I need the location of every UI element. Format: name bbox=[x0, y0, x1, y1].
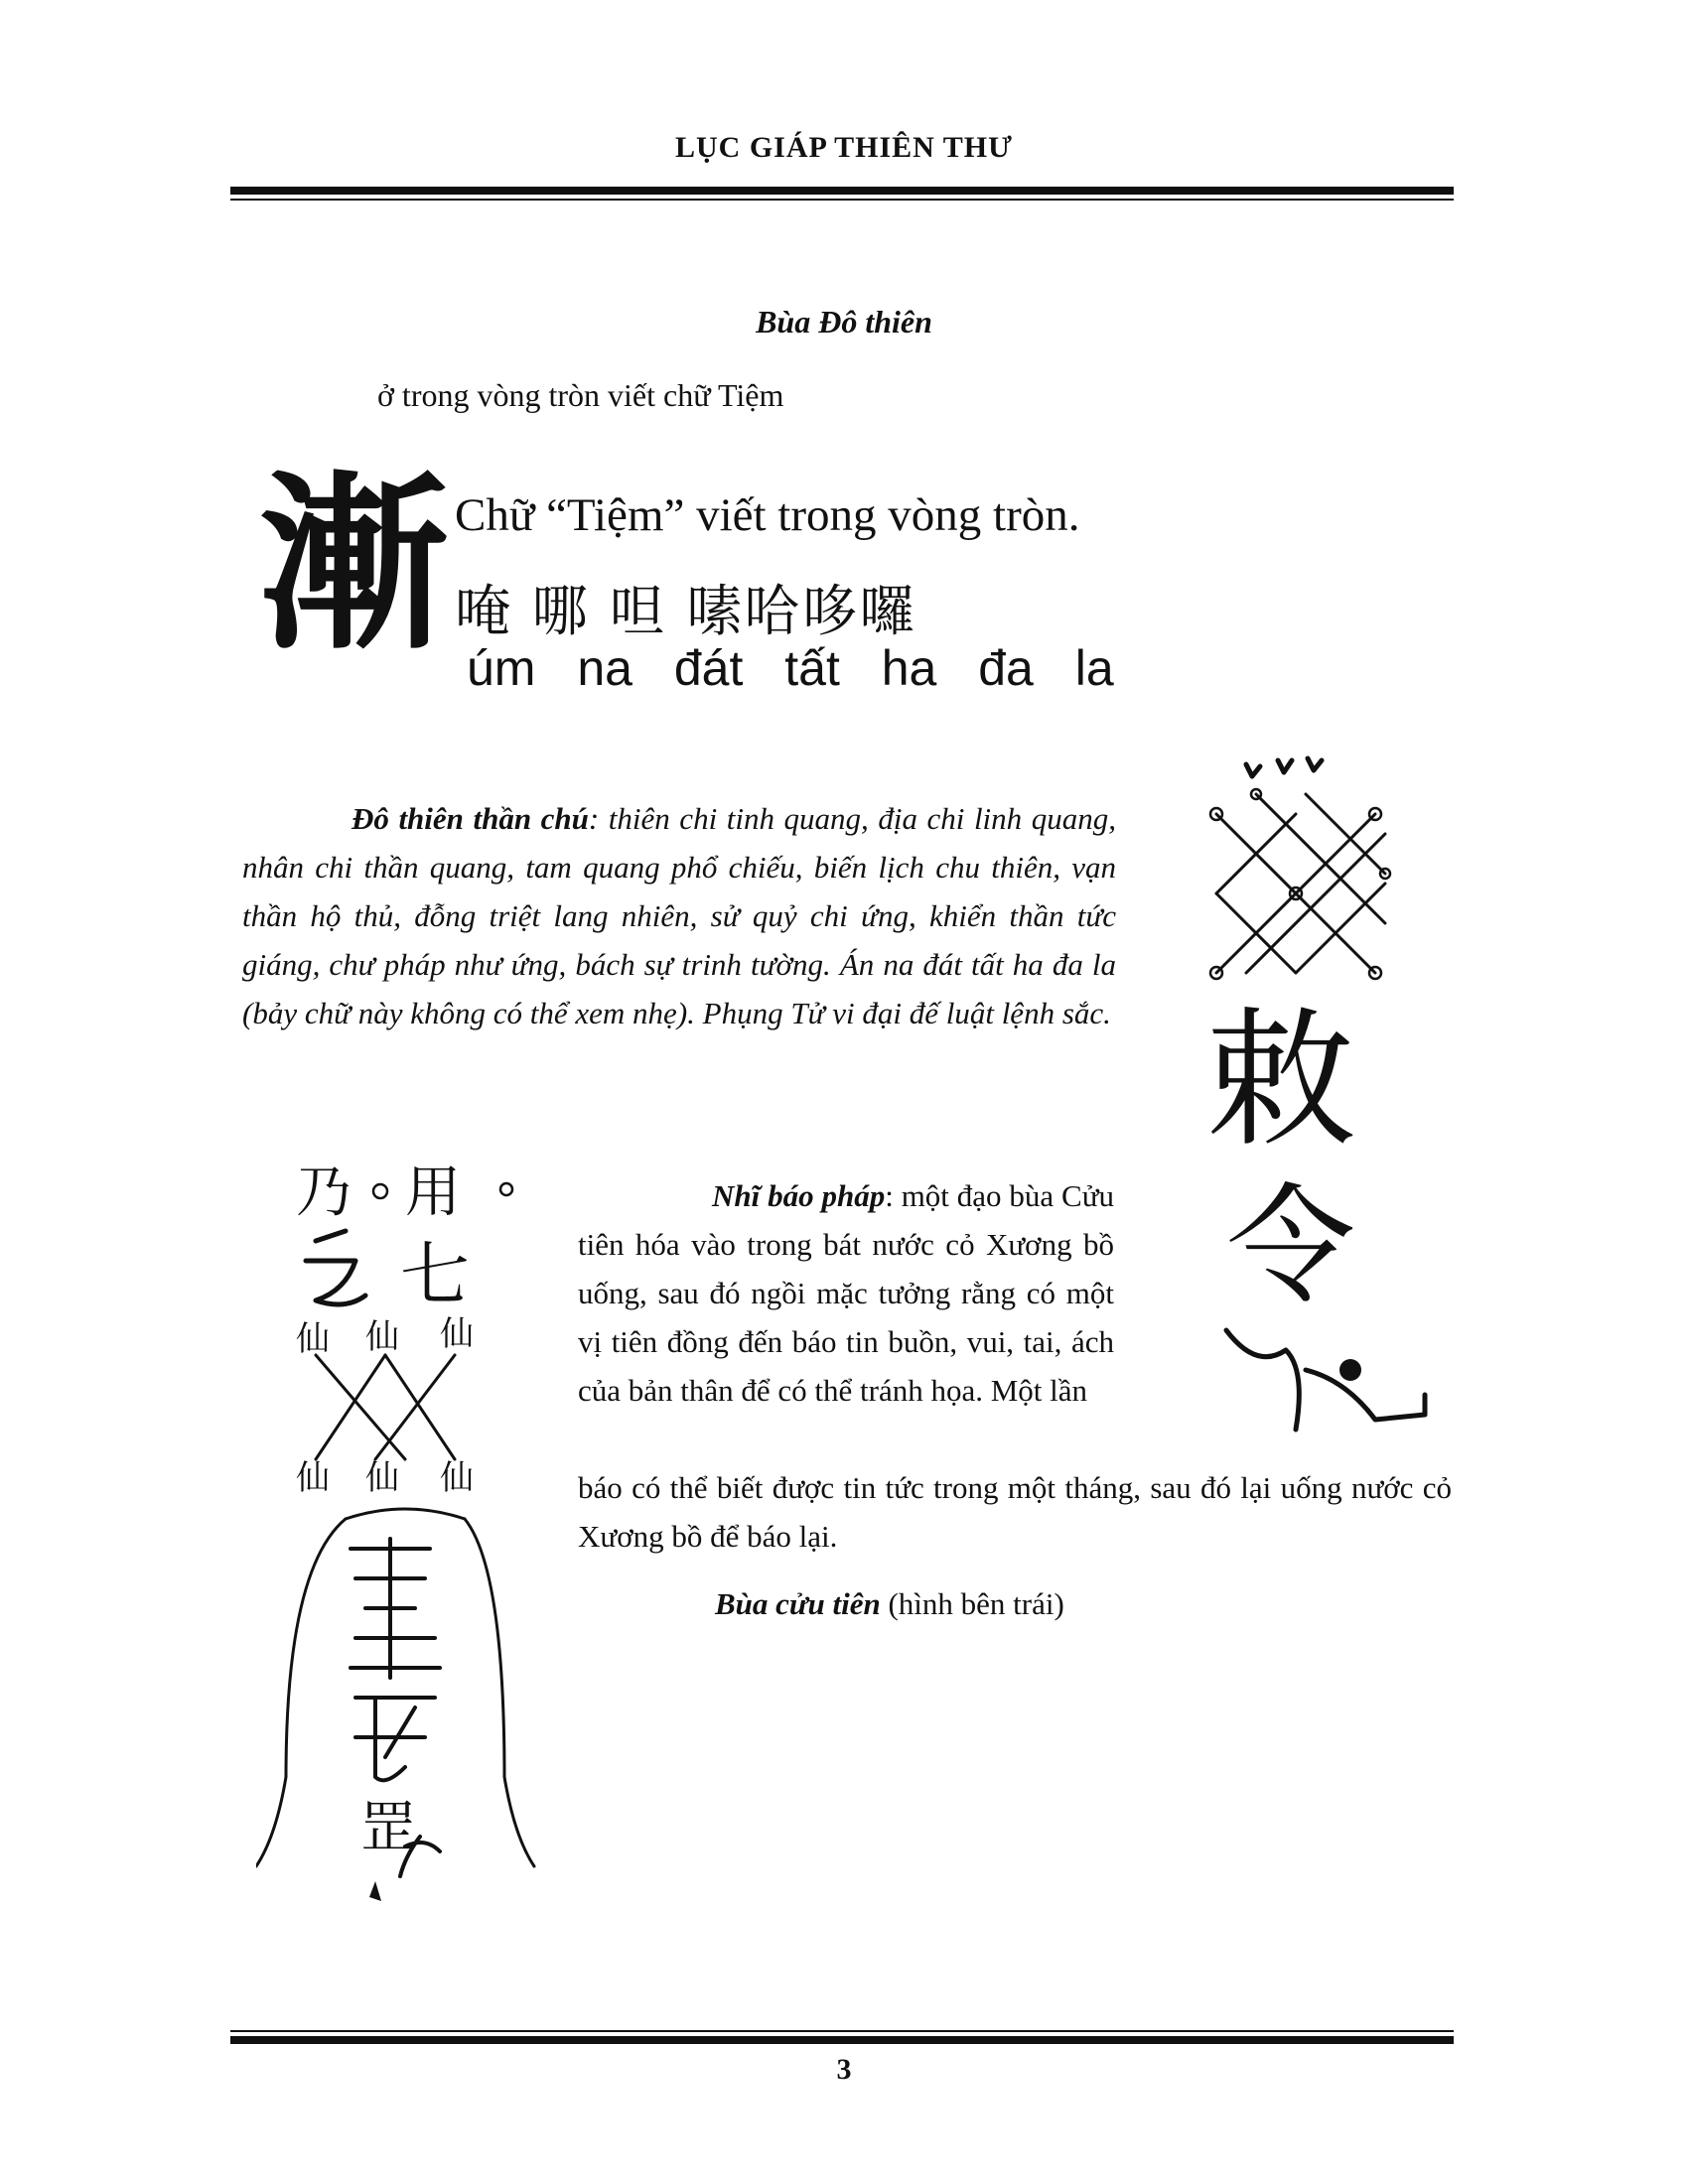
paragraph-lead: Nhĩ báo pháp bbox=[712, 1178, 886, 1213]
left-talisman-char: 七 bbox=[400, 1234, 470, 1315]
paragraph-body: : một đạo bùa Cửu tiên hóa vào trong bát nước cỏ Xương bồ uống, sau đó ngồi mặc tưởng rằng có một vị tiên đồng đến báo tin buồn, vui, tai, ách của bản thân để có thể tránh họa. Một lần bbox=[578, 1178, 1115, 1408]
caption-lead: Bùa cửu tiên bbox=[715, 1586, 881, 1621]
section-title: Bùa Đô thiên bbox=[756, 304, 932, 340]
right-talisman-char: 敕 bbox=[1206, 995, 1356, 1167]
mantra-han: 唵 哪 呾 嗉哈哆囉 bbox=[455, 580, 917, 644]
running-header: LỤC GIÁP THIÊN THƯ bbox=[674, 131, 1014, 164]
paragraph-nhi-bao-phap bbox=[578, 1171, 1114, 1415]
big-han-character: 漸 bbox=[260, 456, 450, 675]
left-talisman-char: 乃 bbox=[296, 1160, 352, 1225]
footer-rule bbox=[230, 2030, 1454, 2044]
paragraph-continuation: báo có thể biết được tin tức trong một tháng, sau đó lại uống nước cỏ Xương bồ để báo lại. bbox=[578, 1470, 1452, 1554]
immortal-char: 仙 bbox=[365, 1317, 399, 1357]
left-talisman-drawing bbox=[256, 1142, 554, 1916]
mantra-roman: úm na đát tất ha đa la bbox=[467, 640, 1114, 696]
caption-note: (hình bên trái) bbox=[880, 1586, 1064, 1621]
immortal-char: 仙 bbox=[296, 1319, 330, 1359]
immortal-char: 仙 bbox=[296, 1458, 330, 1498]
header-rule bbox=[230, 187, 1454, 201]
paragraph-body: : thiên chi tinh quang, địa chi linh quang, nhân chi thần quang, tam quang phổ chiếu, biến lịch chu thiên, vạn thần hộ thủ, đỗng triệt lang nhiên, sử quỷ chi ứng, khiển thần tức giáng, chư pháp như ứng, bách sự trinh tường. Án na đát tất ha đa la (bảy chữ này không có thể xem nhẹ). Phụng Tử vi đại đế luật lệnh sắc. bbox=[242, 801, 1116, 1030]
intro-text: ở trong vòng tròn viết chữ Tiệm bbox=[377, 377, 784, 413]
immortal-char: 仙 bbox=[440, 1458, 474, 1498]
paragraph-do-thien-than-chu bbox=[242, 794, 1116, 1037]
right-talisman-char: 令 bbox=[1226, 1170, 1356, 1321]
figure-caption bbox=[715, 1586, 1064, 1622]
immortal-char: 仙 bbox=[365, 1458, 399, 1498]
page-number: 3 bbox=[836, 2053, 852, 2086]
right-talisman-drawing bbox=[1187, 735, 1445, 1449]
left-talisman-char: 罡 bbox=[360, 1796, 416, 1860]
talisman-caption: Chữ “Tiệm” viết trong vòng tròn. bbox=[455, 489, 1080, 541]
paragraph-lead: Đô thiên thần chú bbox=[352, 801, 589, 836]
left-talisman-char: 用 bbox=[405, 1160, 461, 1225]
immortal-char: 仙 bbox=[440, 1314, 474, 1354]
